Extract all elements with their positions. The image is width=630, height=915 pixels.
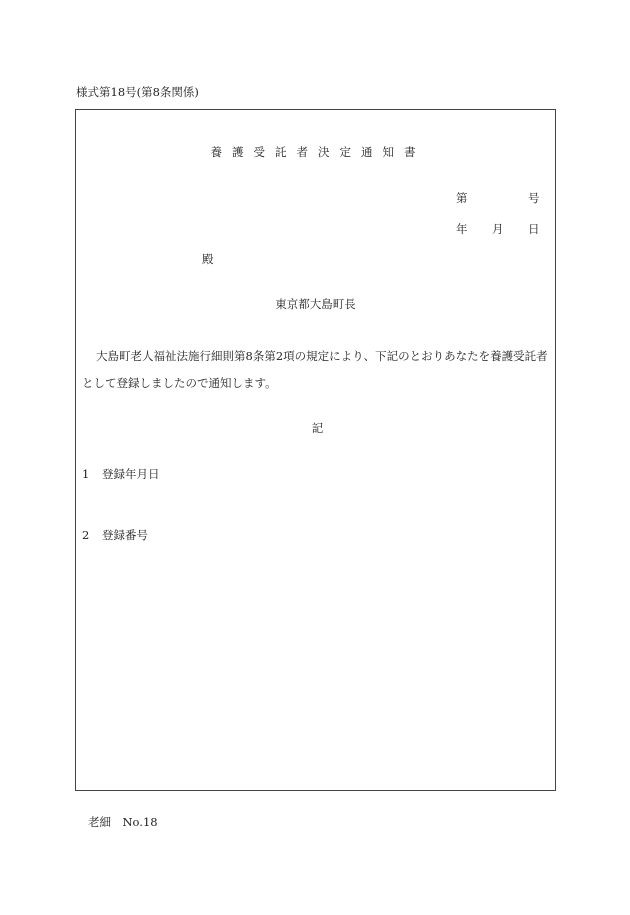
item-label: 登録番号 [102, 528, 148, 542]
item-label: 登録年月日 [102, 467, 160, 481]
item-number: 1 [82, 467, 90, 481]
document-frame [75, 109, 556, 791]
footer-code: 老細 No.18 [88, 815, 158, 829]
date-line [456, 221, 538, 235]
date-day: 日 [528, 222, 540, 236]
item-registration-date [82, 466, 160, 482]
recipient-suffix: 殿 [202, 252, 214, 266]
date-year: 年 [456, 222, 468, 236]
document-number-suffix: 号 [528, 191, 540, 205]
item-registration-number [82, 527, 148, 543]
item-number: 2 [82, 528, 90, 542]
form-number: 様式第18号(第8条関係) [76, 85, 199, 99]
ki-heading: 記 [311, 421, 324, 435]
body-text: 大島町老人福祉法施行細則第8条第2項の規定により、下記のとおりあなたを養護受託者として登録しましたので通知します。 [82, 349, 548, 390]
document-number-line [456, 190, 538, 204]
document-number-prefix: 第 [456, 191, 468, 205]
document-title: 養護受託者決定通知書 [210, 145, 426, 159]
issuer: 東京都大島町長 [275, 297, 356, 311]
date-month: 月 [492, 222, 504, 236]
